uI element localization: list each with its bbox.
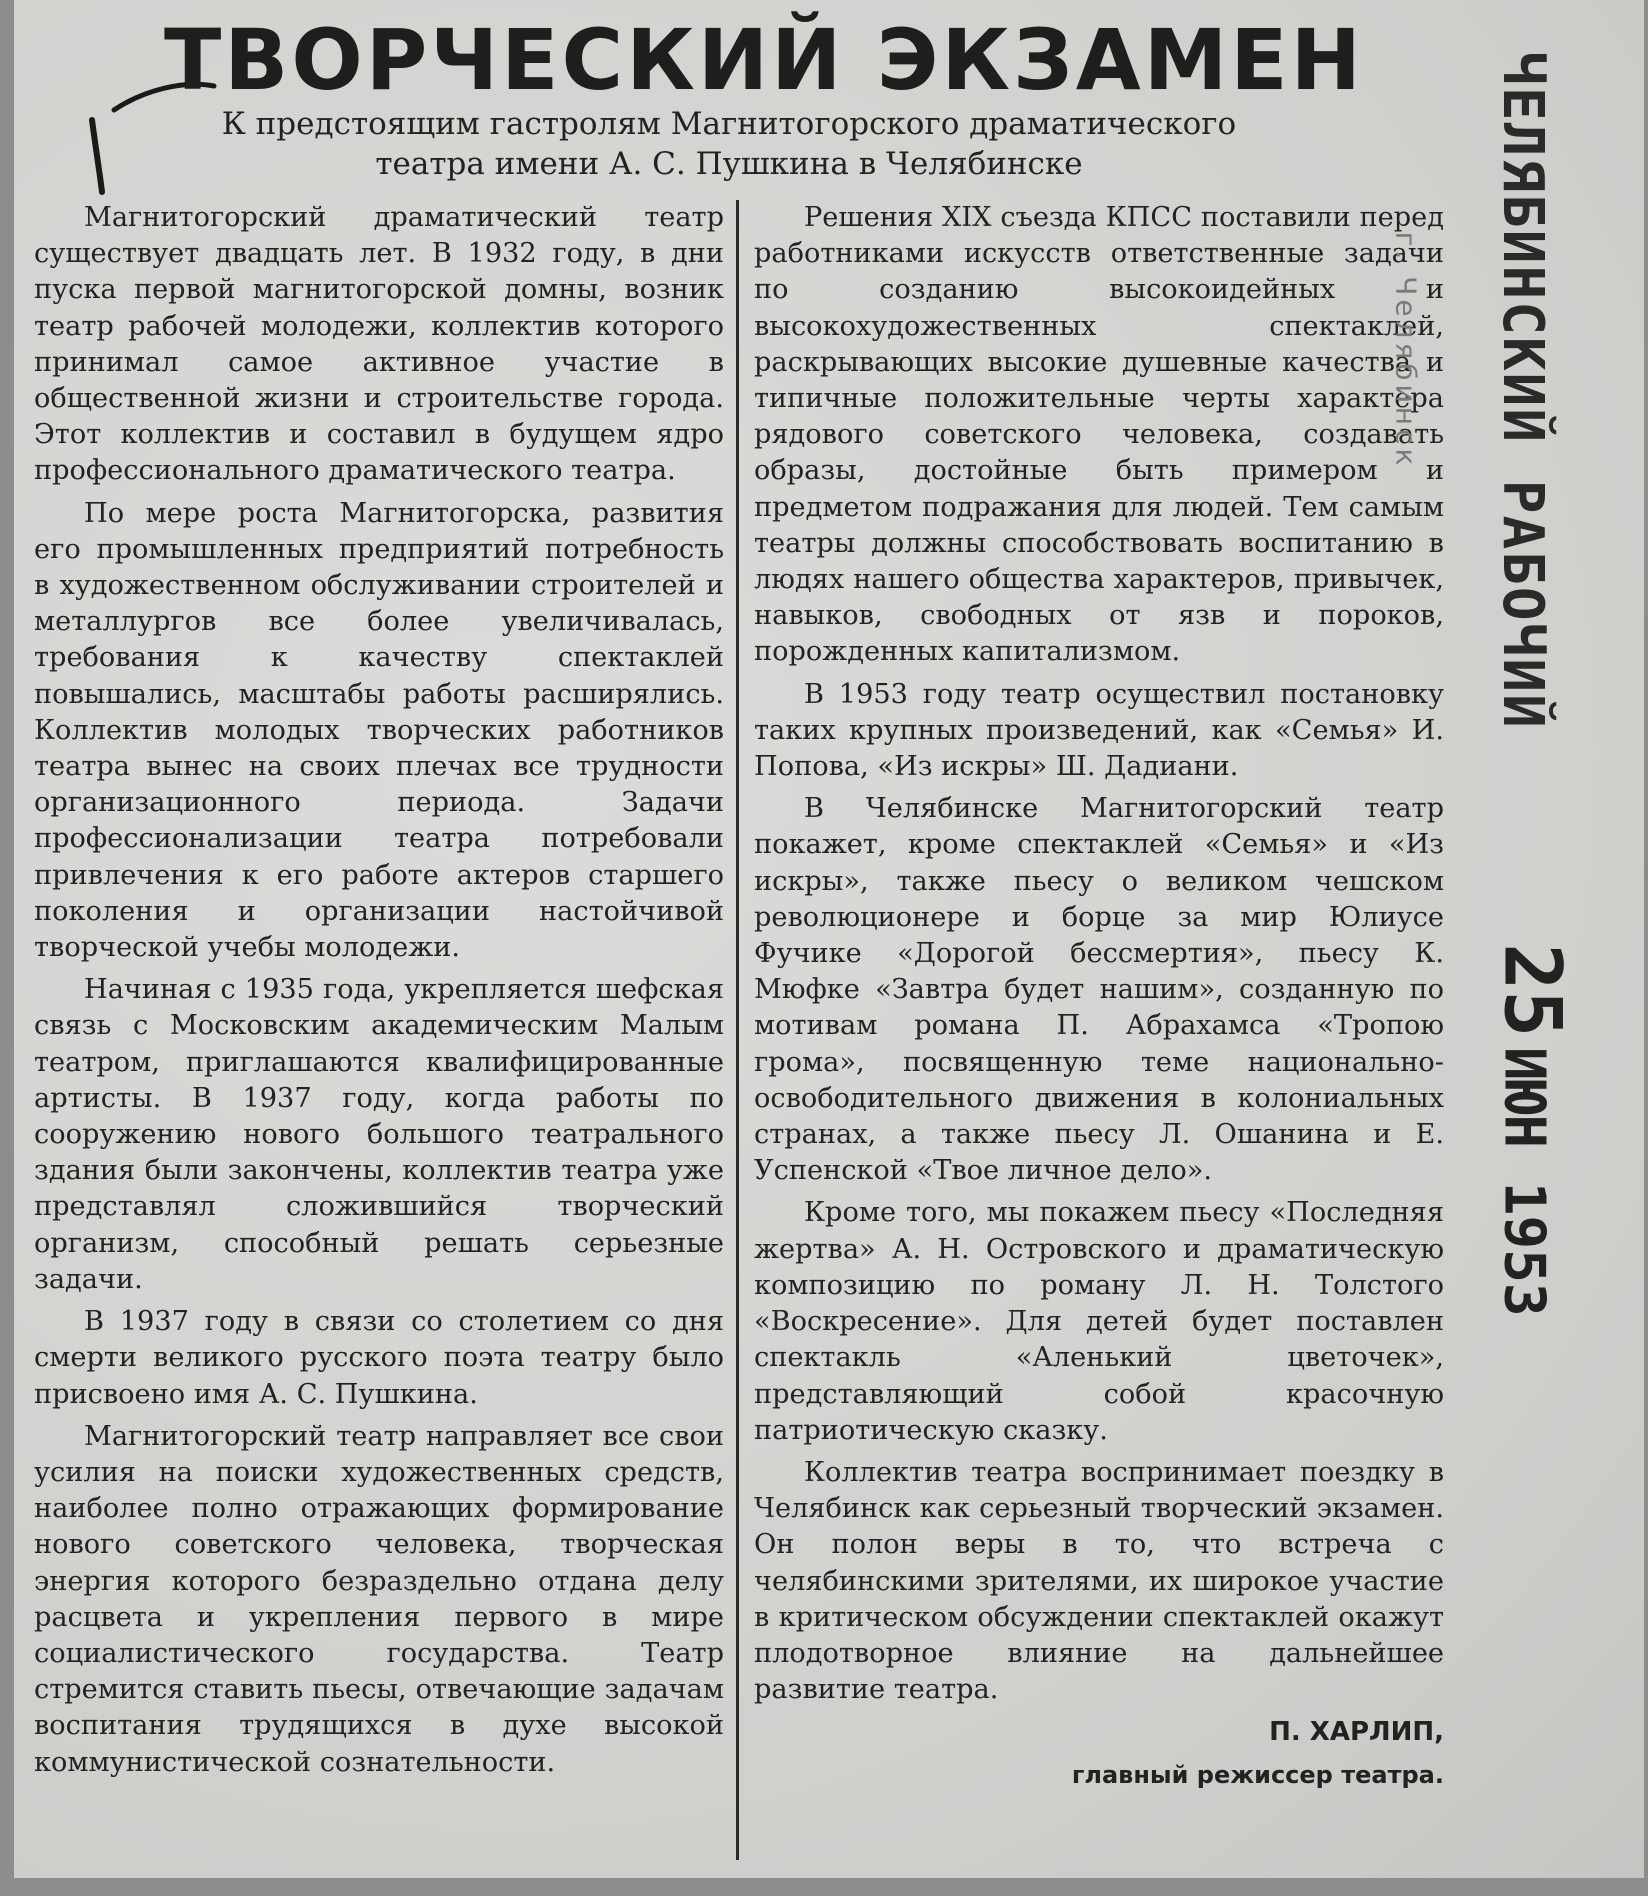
date-day: 25 [1487,943,1577,1038]
paragraph: В 1953 году театр осуществил постановку таких крупных произведений, как «Семья» И. Попова, «Из искры» Ш. Дадиани. [754,678,1444,783]
right-column [754,200,1444,1799]
left-column [34,200,724,1787]
city-stamp [1376,190,1436,510]
subtitle-line-2: театра имени А. С. Пушкина в Челябинске [375,146,1083,182]
author-name: П. ХАРЛИП, [1269,1717,1444,1748]
date-stamp [1462,920,1602,1340]
paragraph: В 1937 году в связи со столетием со дня смерти великого русского поэта театру было присвоено имя А. С. Пушкина. [34,1306,724,1410]
date-text [1487,943,1577,1316]
city-name: г. Челябинск [1389,231,1423,469]
newspaper-stamp [1462,50,1582,730]
subtitle-line-1: К предстоящим гастролям Магнитогорского драматического [221,106,1237,142]
paragraph: Начиная с 1935 года, укрепляется шефская связь с Московским академическим Малым театром, приглашаются квалифицированные артисты. В 1937 году, когда работы по сооружению нового большого театрального здания были закончены, коллектив театра уже представлял сложившийся творческий организм, способный решать серьезные задачи. [34,974,724,1295]
paragraph: Коллектив театра воспринимает поездку в Челябинск как серьезный творческий экзамен. Он полон веры в то, что встреча с челябинскими зрителями, их широкое участие в критическом обсуждении спектаклей окажут плодотворное влияние на дальнейшее развитие театра. [754,1456,1444,1706]
newspaper-name: ЧЕЛЯБИНСКИЙ РАБОЧИЙ [1489,50,1555,730]
subtitle [154,104,1304,184]
author-role: главный режиссер театра. [1071,1760,1444,1789]
headline: ТВОРЧЕСКИЙ ЭКЗАМЕН [164,11,1364,109]
paragraph: Магнитогорский драматический театр существует двадцать лет. В 1932 году, в дни пуска первой магнитогорской домны, возник театр рабочей молодежи, коллектив которого принимал самое активное участие в общественной жизни и строительстве города. Этот коллектив и составил в будущем ядро профессионального драматического театра. [34,202,724,487]
paragraph: Магнитогорский театр направляет все свои усилия на поиски художественных средств, наиболее полно отражающих формирование нового советского человека, творческая энергия которого безраздельно отдана делу расцвета и укрепления первого в мире социалистического государства. Театр стремится ставить пьесы, отвечающие задачам воспитания трудящихся в духе высокой коммунистической сознательности. [34,1420,724,1778]
paragraph: Решения XIX съезда КПСС поставили перед работниками искусств ответственные задачи по созданию высокоидейных и высокохудожественных спектаклей, раскрывающих высокие душевные качества и типичные положительные черты характера рядового советского человека, создавать образы, достойные быть примером и предметом подражания для людей. Тем самым театры должны способствовать воспитанию в людях нашего общества характеров, привычек, навыков, свободных от язв и пороков, порожденных капитализмом. [754,202,1444,668]
date-month-year: ИЮН 1953 [1492,1046,1557,1317]
paragraph: Кроме того, мы покажем пьесу «Последняя жертва» А. Н. Островского и драматическую композицию по роману Л. Н. Толстого «Воскресение». Для детей будет поставлен спектакль «Аленький цветочек», представляющий собой красочную патриотическую сказку. [754,1197,1444,1446]
paragraph: По мере роста Магнитогорска, развития его промышленных предприятий потребность в художественном обслуживании строителей и металлургов все более увеличивалась, требования к качеству спектаклей повышались, масштабы работы расширялись. Коллектив молодых творческих работников театра вынес на своих плечах все трудности организационного периода. Задачи профессионализации театра потребовали привлечения к его работе актеров старшего поколения и организации настойчивой творческой учебы молодежи. [34,497,724,964]
paragraph: В Челябинске Магнитогорский театр покажет, кроме спектаклей «Семья» и «Из искры», также пьесу о великом чешском революционере и борце за мир Юлиусе Фучике «Дорогой бессмертия», пьесу К. Мюфке «Завтра будет нашим», созданную по мотивам романа П. Абрахамса «Тропою грома», посвященную теме национально-освободительного движения в колониальных странах, а также пьесу Л. Ошанина и Е. Успенской «Твое личное дело». [754,793,1444,1187]
newspaper-clipping [14,0,1644,1878]
column-divider [736,200,739,1860]
